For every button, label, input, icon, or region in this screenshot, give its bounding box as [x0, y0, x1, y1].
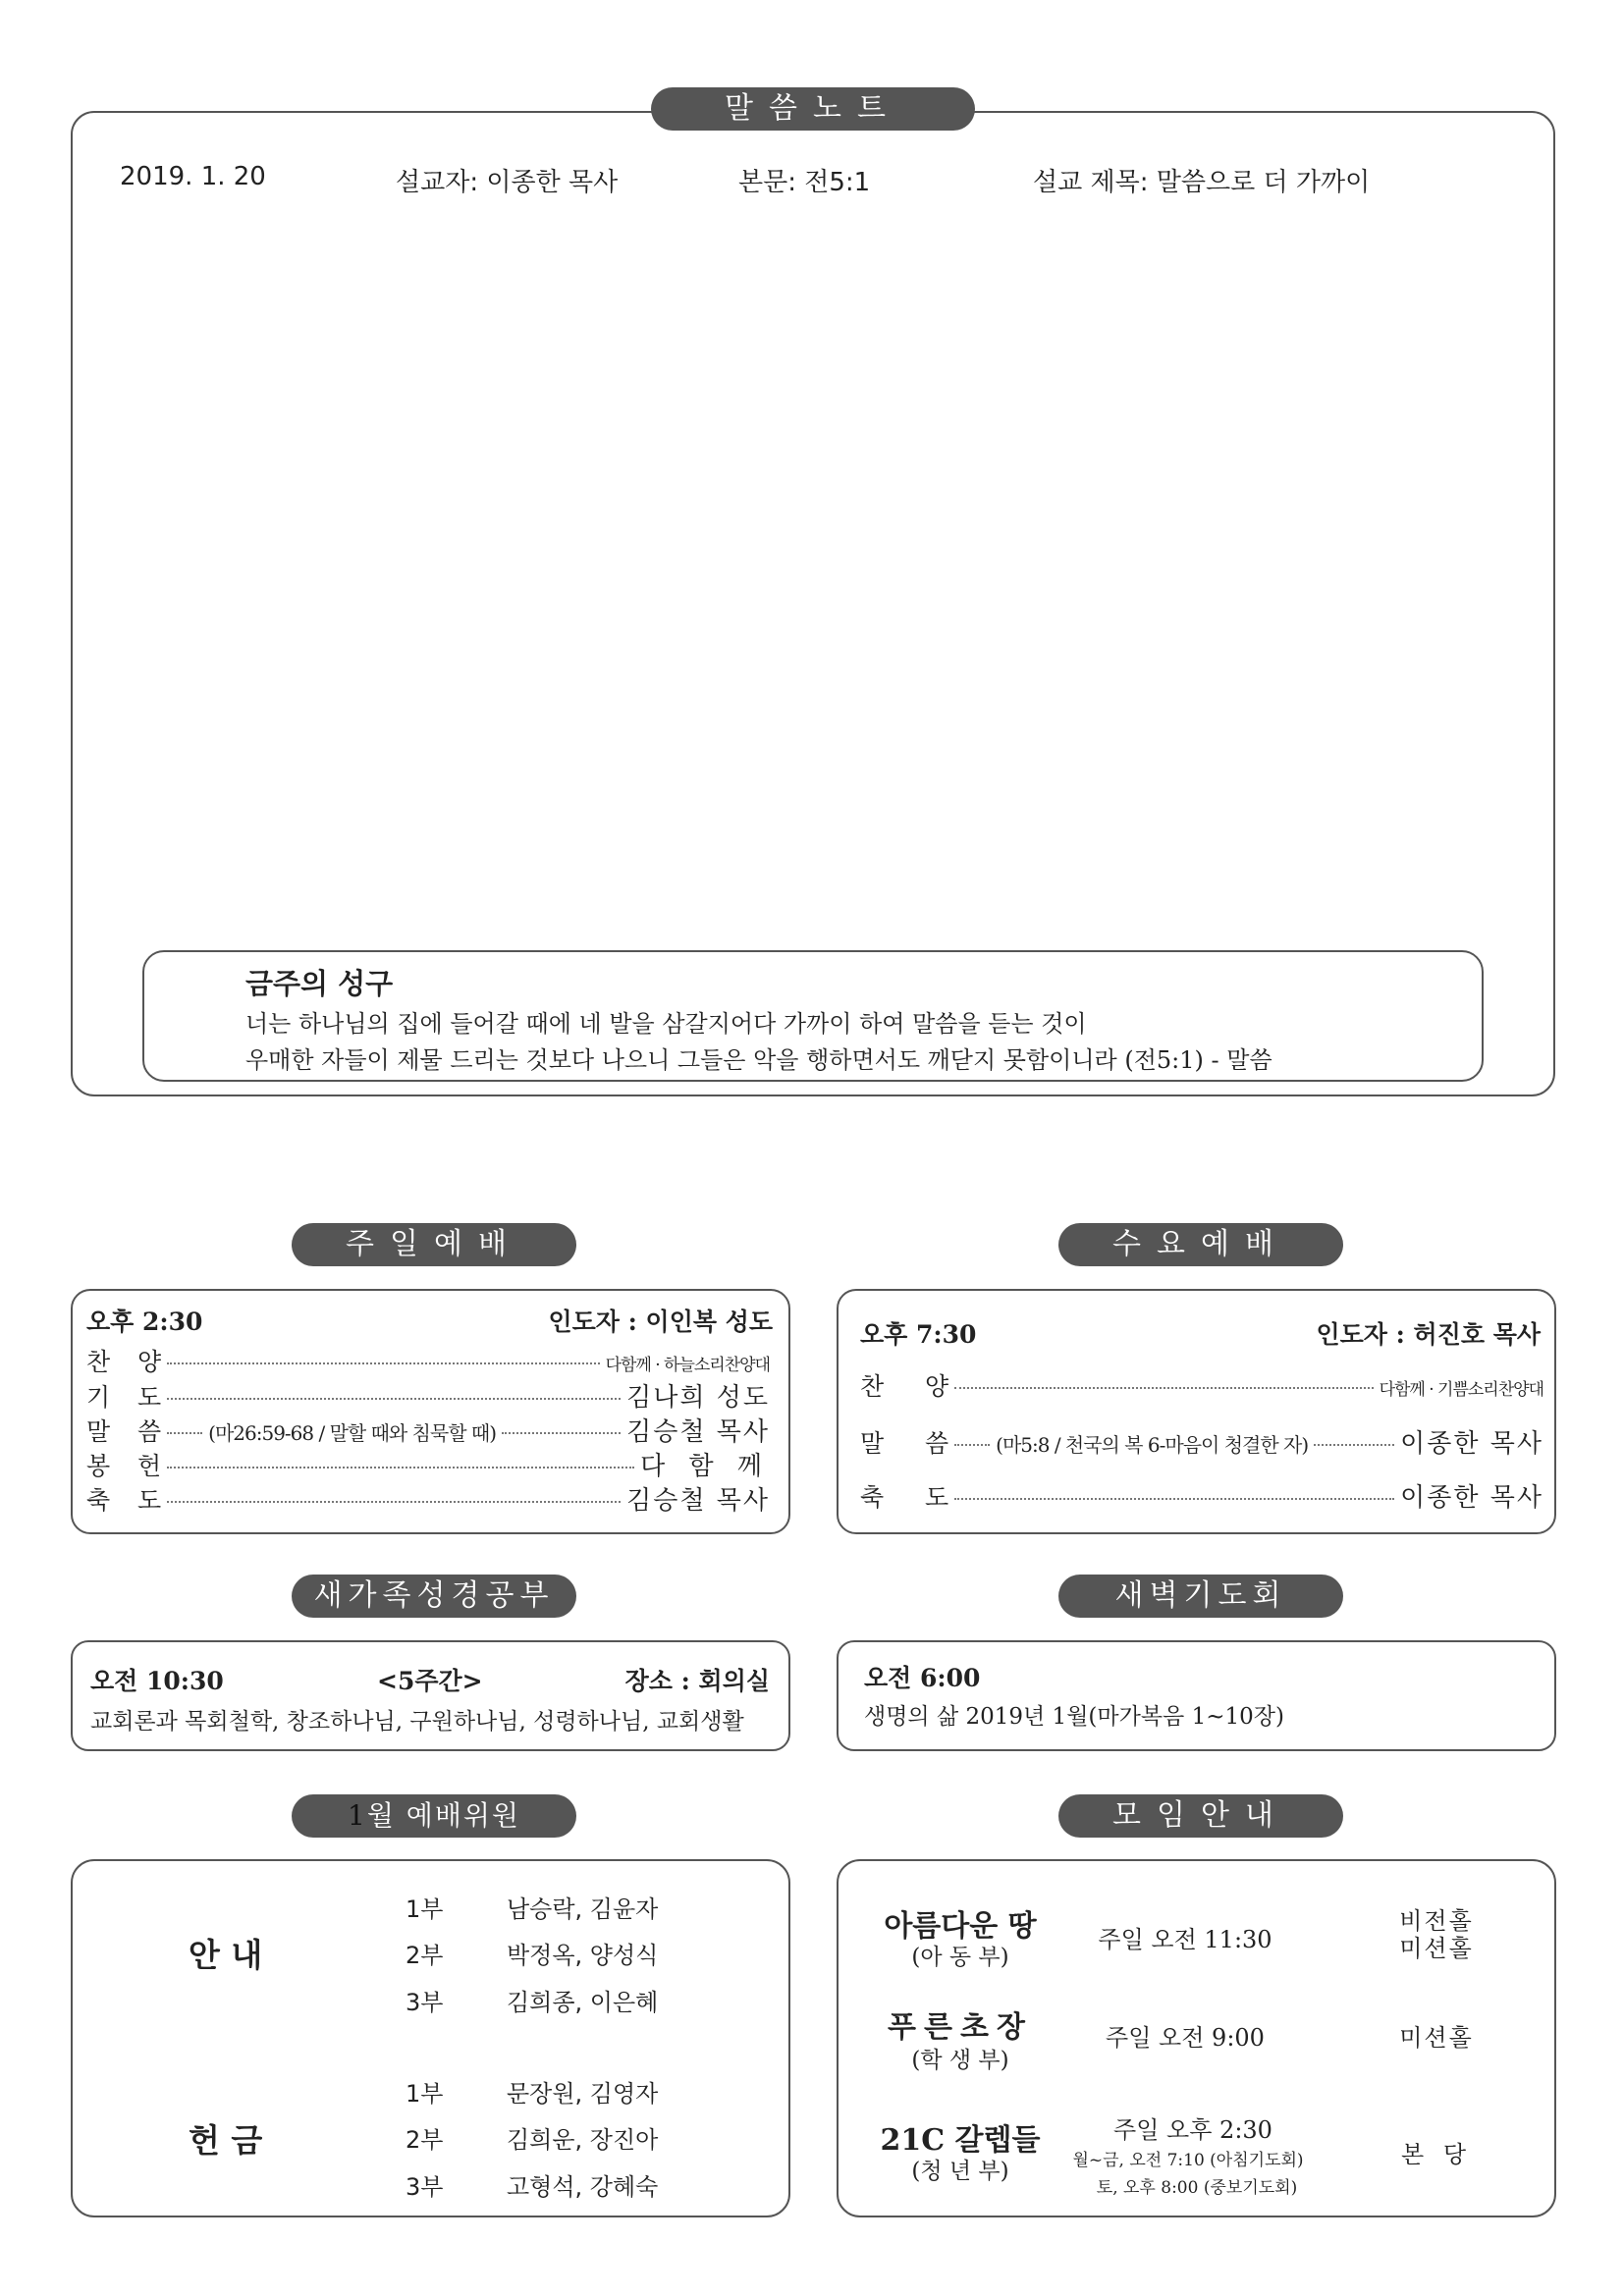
servers-part: 2부: [406, 1942, 444, 1969]
sunday-time: 오후 2:30: [86, 1308, 203, 1336]
meeting-name: 푸른초장: [888, 2010, 1033, 2045]
wednesday-service-title: 수요예배: [1058, 1223, 1343, 1266]
dotted-leader: [954, 1444, 990, 1446]
dotted-leader: [1314, 1444, 1394, 1446]
wednesday-item-2: [860, 1477, 1543, 1514]
sunday-item-label-a: 말: [86, 1417, 111, 1446]
sermon-date: 2019. 1. 20: [120, 162, 266, 191]
wednesday-item-label-a: 말: [860, 1429, 885, 1458]
wednesday-item-label-a: 찬: [860, 1372, 885, 1401]
new-family-place: 장소 : 회의실: [624, 1667, 770, 1695]
new-family-topics: 교회론과 목회철학, 창조하나님, 구원하나님, 성령하나님, 교회생활: [90, 1709, 744, 1735]
sunday-item-label-a: 축: [86, 1486, 111, 1515]
weekly-verse-line2: 우매한 자들이 제물 드리는 것보다 나으니 그들은 악을 행하면서도 깨닫지 못함이니라 (전5:1) - 말씀: [245, 1046, 1272, 1074]
meeting-extra: 토, 오후 8:00 (중보기도회): [1096, 2178, 1298, 2198]
sunday-item-label-b: 씀: [137, 1417, 162, 1446]
new-family-weeks: <5주간>: [377, 1667, 483, 1695]
meeting-sub: (청 년 부): [911, 2159, 1009, 2184]
meeting-name: 아름다운 땅: [884, 1909, 1037, 1944]
dotted-leader: [167, 1362, 599, 1364]
meeting-sub: (학 생 부): [911, 2048, 1009, 2073]
sunday-item-4: [86, 1480, 770, 1517]
dawn-prayer-box: [837, 1640, 1556, 1751]
meeting-name: 21C 갈렙들: [880, 2123, 1041, 2158]
servers-role-usher: 안 내: [189, 1936, 263, 1974]
sunday-item-label-b: 양: [137, 1348, 162, 1376]
meeting-place: 비전홀: [1399, 1907, 1474, 1935]
wednesday-item-mid: (마5:8 / 천국의 복 6-마음이 청결한 자): [996, 1433, 1309, 1457]
servers-names: 고형석, 강혜숙: [507, 2173, 659, 2201]
wednesday-item-value: 이종한 목사: [1400, 1429, 1543, 1459]
dotted-leader: [954, 1498, 1394, 1500]
servers-part: 1부: [406, 1896, 444, 1923]
sunday-item-value: 김승철 목사: [626, 1486, 770, 1516]
wednesday-item-value: 다함께 · 기쁨소리찬양대: [1379, 1380, 1543, 1400]
dotted-leader: [167, 1398, 621, 1400]
meeting-time: 주일 오전 11:30: [1098, 1926, 1272, 1953]
sermon-note-title: 말씀노트: [651, 87, 975, 131]
dotted-leader: [167, 1432, 202, 1434]
meeting-place: 미션홀: [1399, 2024, 1474, 2052]
meeting-sub: (아 동 부): [911, 1945, 1009, 1970]
servers-part: 1부: [406, 2080, 444, 2108]
sunday-item-mid: (마26:59-68 / 말할 때와 침묵할 때): [208, 1421, 497, 1445]
sunday-item-label-a: 봉: [86, 1452, 111, 1480]
wednesday-item-label-b: 씀: [925, 1429, 949, 1458]
sunday-item-value: 다 함 께: [640, 1452, 770, 1481]
dotted-leader: [954, 1387, 1373, 1389]
wednesday-item-0: [860, 1367, 1543, 1403]
sunday-item-2: [86, 1412, 770, 1448]
weekly-verse-line1: 너는 하나님의 집에 들어갈 때에 네 발을 삼갈지어다 가까이 하여 말씀을 듣는 것이: [245, 1010, 1087, 1038]
sunday-item-value: 김승철 목사: [626, 1417, 770, 1447]
weekly-verse-heading: 금주의 성구: [245, 967, 394, 1000]
new-family-study-title: 새가족성경공부: [292, 1575, 576, 1618]
sermon-title: 설교 제목: 말씀으로 더 가까이: [1033, 168, 1371, 197]
servers-names: 김희종, 이은혜: [507, 1989, 659, 2016]
meeting-time: 주일 오전 9:00: [1106, 2024, 1265, 2052]
wednesday-item-value: 이종한 목사: [1400, 1483, 1543, 1513]
sunday-item-label-b: 도: [137, 1486, 162, 1515]
new-family-time: 오전 10:30: [90, 1667, 224, 1695]
servers-part: 2부: [406, 2126, 444, 2154]
servers-names: 박정옥, 양성식: [507, 1942, 659, 1969]
wednesday-item-label-b: 양: [925, 1372, 949, 1401]
meetings-title: 모임안내: [1058, 1794, 1343, 1838]
wednesday-item-1: [860, 1423, 1543, 1460]
dawn-time: 오전 6:00: [864, 1664, 981, 1692]
monthly-servers-month: 1: [348, 1799, 367, 1832]
wednesday-item-label-a: 축: [860, 1483, 885, 1512]
sunday-item-label-b: 도: [137, 1383, 162, 1412]
sunday-item-label-a: 기: [86, 1383, 111, 1412]
servers-names: 김희운, 장진아: [507, 2126, 659, 2154]
sunday-item-label-a: 찬: [86, 1348, 111, 1376]
sermon-preacher: 설교자: 이종한 목사: [396, 168, 619, 197]
monthly-servers-label: 월 예배위원: [366, 1799, 520, 1832]
sunday-item-label-b: 헌: [137, 1452, 162, 1480]
servers-names: 남승락, 김윤자: [507, 1896, 659, 1923]
sunday-item-value: 김나희 성도: [626, 1383, 770, 1413]
wednesday-leader: 인도자 : 허진호 목사: [1316, 1320, 1541, 1349]
dawn-prayer-title: 새벽기도회: [1058, 1575, 1343, 1618]
sunday-item-value: 다함께 · 하늘소리찬양대: [605, 1356, 770, 1375]
servers-part: 3부: [406, 1989, 444, 2016]
sunday-item-1: [86, 1377, 770, 1414]
sermon-passage: 본문: 전5:1: [738, 168, 871, 197]
sunday-item-3: [86, 1446, 770, 1482]
dawn-desc: 생명의 삶 2019년 1월(마가복음 1~10장): [864, 1704, 1284, 1730]
sunday-service-title: 주일예배: [292, 1223, 576, 1266]
servers-part: 3부: [406, 2173, 444, 2201]
meeting-extra: 월~금, 오전 7:10 (아침기도회): [1072, 2151, 1304, 2170]
servers-names: 문장원, 김영자: [507, 2080, 659, 2108]
wednesday-time: 오후 7:30: [860, 1320, 977, 1349]
monthly-servers-title: [292, 1794, 576, 1838]
meeting-place: 본 당: [1401, 2141, 1472, 2168]
wednesday-item-label-b: 도: [925, 1483, 949, 1512]
dotted-leader: [502, 1432, 621, 1434]
servers-role-offering: 헌 금: [189, 2121, 263, 2160]
dotted-leader: [167, 1467, 634, 1468]
meeting-time: 주일 오후 2:30: [1113, 2116, 1272, 2144]
meeting-place: 미션홀: [1399, 1935, 1474, 1962]
sunday-item-0: [86, 1343, 770, 1378]
dotted-leader: [167, 1501, 621, 1503]
sermon-note-box: [71, 111, 1555, 1096]
sunday-leader: 인도자 : 이인복 성도: [548, 1308, 773, 1336]
